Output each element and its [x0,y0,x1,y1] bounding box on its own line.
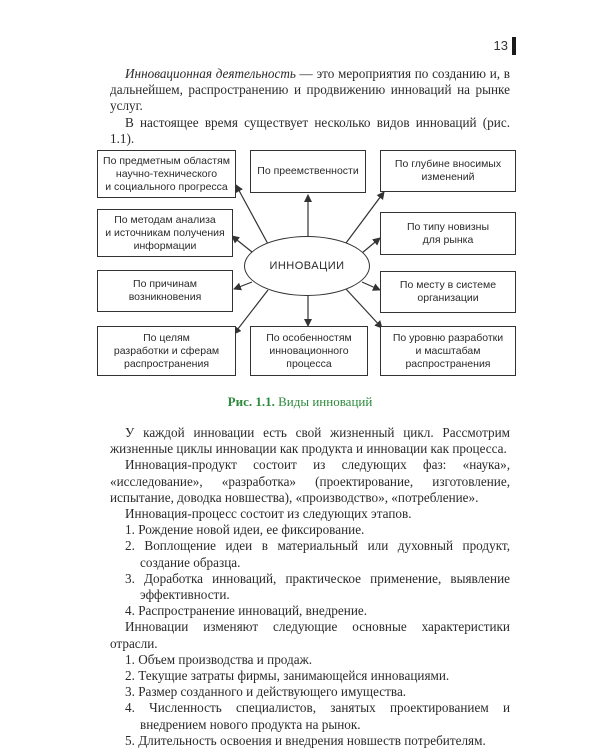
body-paragraph-3: Инновация-процесс состоит из следующих этапов. [125,506,412,522]
arrow-causes [234,282,252,289]
figure-caption [0,394,600,410]
list1-item-2: 2. Воплощение идеи в материальный или духовный продукт, создание образца. [125,538,510,570]
body-text [110,425,510,749]
page-number-bar [512,37,516,55]
body-paragraph-2: Инновация-продукт состоит из следующих фаз: «наука», «исследование», «разработка» (проектирование, изготовление, испытание, доводка новшества), «производство», «потребление». [110,457,510,505]
list2-item-3: 3. Размер созданного и действующего имущества. [125,684,407,700]
box-novelty-type: По типу новизны для рынка [380,212,516,255]
arrow-depth [346,192,384,243]
list1-item-4: 4. Распространение инноваций, внедрение. [125,603,368,619]
list2-item-2: 2. Текущие затраты фирмы, занимающейся инновациями. [125,668,450,684]
box-development-level: По уровню разработки и масштабам распространения [380,326,516,376]
caption-text: Виды инноваций [274,394,373,409]
body-paragraph-1: У каждой инновации есть свой жизненный цикл. Рассмотрим жизненные циклы инновации как продукта и инновации как процесса. [110,425,510,457]
box-process-features: По особенностям инновационного процесса [250,326,368,376]
arrow-place [362,282,380,290]
box-depth-of-changes: По глубине вносимых изменений [380,150,516,192]
center-ellipse-innovations: ИННОВАЦИИ [244,236,370,296]
box-causes: По причинам возникновения [97,270,233,312]
box-subject-areas: По предметным областям научно-технического и социального прогресса [97,150,236,198]
intro-paragraph-2: В настоящее время существует несколько видов инноваций (рис. 1.1). [110,114,510,146]
box-place-in-organization: По месту в системе организации [380,271,516,313]
list2-item-1: 1. Объем производства и продаж. [125,651,312,667]
list2-item-5: 5. Длительность освоения и внедрения новшеств потребителям. [125,732,486,748]
body-paragraph-4: Инновации изменяют следующие основные характеристики отрасли. [110,619,510,651]
arrow-level [346,289,382,328]
list2-item-4: 4. Численность специалистов, занятых проектированием и внедрением нового продукта на рынок. [125,700,510,732]
intro-text [110,66,510,147]
definition-rest: — это мероприятия по созданию и, в дальнейшем, распространению и продвижению инноваций на рынке услуг. [110,66,510,114]
term-italic: Инновационная деятельность [125,66,296,81]
arrow-subject [236,185,268,244]
arrow-methods [232,236,252,252]
list1-item-3: 3. Доработка инноваций, практическое применение, выявление эффективности. [125,570,510,603]
caption-label: Рис. 1.1. [227,394,275,409]
box-continuity: По преемственности [250,150,366,193]
intro-definition [110,66,510,115]
box-analysis-methods: По методам анализа и источникам получения информации [97,209,233,257]
page-number: 13 [493,38,508,53]
arrow-goals [234,290,268,334]
arrow-novelty [362,238,380,253]
box-goals: По целям разработки и сферам распространения [97,326,236,376]
list1-item-1: 1. Рождение новой идеи, ее фиксирование. [125,522,365,538]
